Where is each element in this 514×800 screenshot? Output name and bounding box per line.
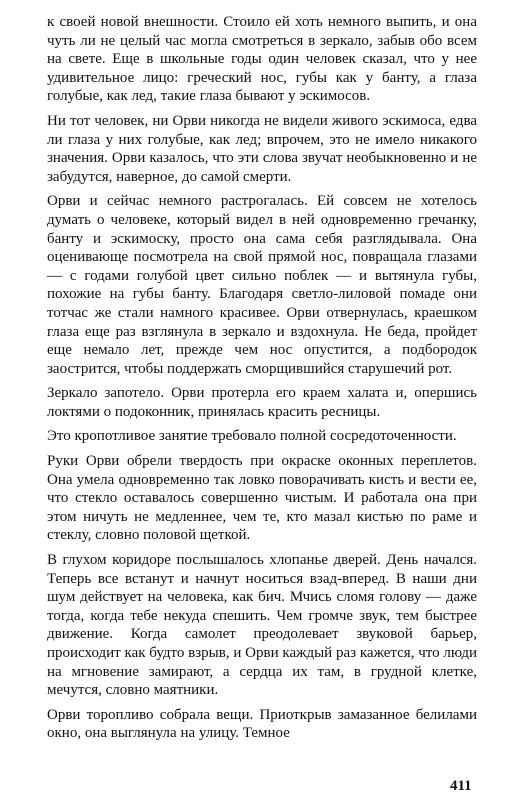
paragraph-4: Зеркало запотело. Орви протерла его краем халата и, опершись локтями о подоконник, принялась красить ресницы.	[47, 385, 477, 420]
paragraph-8: Орви торопливо собрала вещи. Приоткрыв замазанное белилами окно, она выглянула на улицу. Темное	[47, 706, 477, 742]
paragraph-6: Руки Орви обрели твердость при окраске оконных переплетов. Она умела одновременно так ловко поворачивать кисть и вести ее, что стекло оставалось совершенно чистым. И работала она при этом ничуть не медленнее, чем те, кто мазал кистью по раме и стеклу, словно половой щеткой.	[47, 453, 477, 544]
paragraph-1: к своей новой внешности. Стоило ей хоть немного выпить, и она чуть ли не целый час могла смотреться в зеркало, забыв обо всем на свете. Еще в школьные годы один человек сказал, что у нее удивительное лицо: греческий нос, губы как у банту, а глаза голубые, как лед, такие глаза бывают у эскимосов.	[47, 14, 477, 105]
body-text	[47, 13, 477, 749]
paragraph-2: Ни тот человек, ни Орви никогда не видели живого эскимоса, едва ли глаза у них голубые, как лед; впрочем, это не имело никакого значения. Орви казалось, что эти слова звучат необыкновенно и не забудутся, наверное, до самой смерти.	[47, 112, 477, 185]
paragraph-5: Это кропотливое занятие требовало полной сосредоточенности.	[47, 428, 457, 445]
paragraph-7: В глухом коридоре послышалось хлопанье дверей. День начался. Теперь все встанут и начнут носиться взад-вперед. В наши дни шум действует на человека, как бич. Мчись сломя голову — даже тогда, когда тебе некуда спешить. Чем громче звук, тем быстрее движение. Когда самолет преодолевает звуковой барьер, происходит как будто взрыв, и Орви каждый раз кажется, что люди на мгновение замирают, а сердца их там, в грудной клетке, мечутся, словно маятники.	[47, 552, 477, 699]
page-number: 411	[450, 778, 472, 794]
paragraph-3: Орви и сейчас немного растрогалась. Ей совсем не хотелось думать о человеке, который видел в ней одновременно гречанку, банту и эскимоску, просто она сама себя разглядывала. Она оценивающе посмотрела на свой прямой нос, повращала глазами — с годами голубой цвет сильно поблек — и вытянула губы, похожие на губы банту. Благодаря светло-лиловой помаде они тотчас же стали намного красивее. Орви отвернулась, краешком глаза еще раз взглянула в зеркало и вздохнула. Не беда, пройдет еще немало лет, прежде чем нос опустится, а подбородок заострится, чтобы поддержать сморщившийся старушечий рот.	[47, 193, 477, 377]
